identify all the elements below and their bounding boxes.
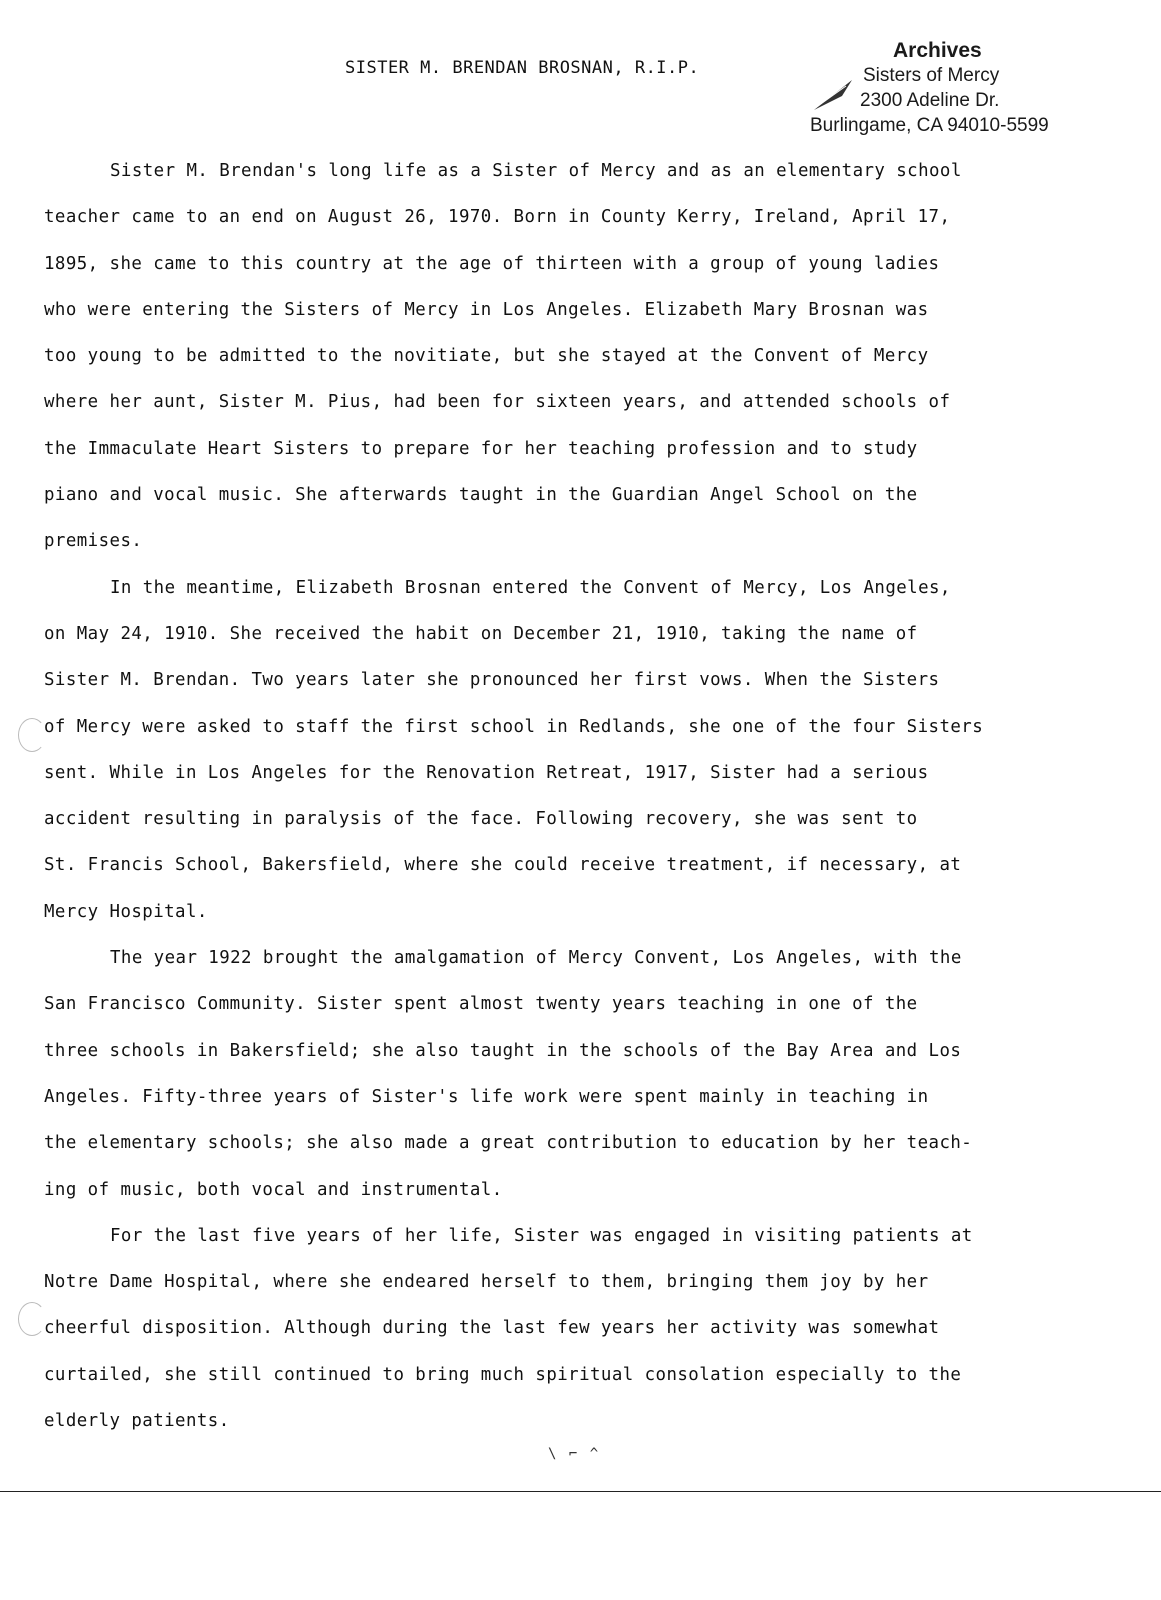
text-line: curtailed, she still continued to bring much spiritual consolation especially to the [44, 1364, 962, 1385]
text-line: the Immaculate Heart Sisters to prepare for her teaching profession and to study [44, 438, 918, 459]
text-line: The year 1922 brought the amalgamation of Mercy Convent, Los Angeles, with the [110, 948, 962, 969]
stamp-line-2: Sisters of Mercy [863, 65, 1000, 86]
text-line: Angeles. Fifty-three years of Sister's life work were spent mainly in teaching in [44, 1086, 929, 1107]
text-line: piano and vocal music. She afterwards taught in the Guardian Angel School on the [44, 485, 918, 506]
text-line: teacher came to an end on August 26, 1970. Born in County Kerry, Ireland, April 17, [44, 207, 951, 228]
text-line: cheerful disposition. Although during the last few years her activity was somewhat [44, 1318, 940, 1339]
text-line: premises. [44, 531, 143, 552]
stamp-line-4: Burlingame, CA 94010-5599 [810, 115, 1049, 136]
text-line: the elementary schools; she also made a great contribution to education by her teach- [44, 1133, 973, 1154]
text-line: where her aunt, Sister M. Pius, had been for sixteen years, and attended schools of [44, 392, 951, 413]
text-line: three schools in Bakersfield; she also taught in the schools of the Bay Area and Los [44, 1040, 962, 1061]
text-line: Notre Dame Hospital, where she endeared herself to them, bringing them joy by her [44, 1272, 929, 1293]
page-title: SISTER M. BRENDAN BROSNAN, R.I.P. [345, 58, 700, 78]
punch-hole-mark [18, 718, 46, 752]
text-line: on May 24, 1910. She received the habit on December 21, 1910, taking the name of [44, 623, 918, 644]
text-line: sent. While in Los Angeles for the Renovation Retreat, 1917, Sister had a serious [44, 762, 929, 783]
text-line: 1895, she came to this country at the age of thirteen with a group of young ladies [44, 253, 940, 274]
stamp-line-1: Archives [893, 39, 982, 62]
text-line: too young to be admitted to the novitiate, but she stayed at the Convent of Mercy [44, 346, 929, 367]
archives-stamp [810, 38, 1110, 138]
text-line: For the last five years of her life, Sister was engaged in visiting patients at [110, 1225, 973, 1246]
text-line: Mercy Hospital. [44, 901, 208, 922]
text-line: of Mercy were asked to staff the first school in Redlands, she one of the four Sisters [44, 716, 984, 737]
text-line: ing of music, both vocal and instrumental. [44, 1179, 503, 1200]
text-line: Sister M. Brendan. Two years later she pronounced her first vows. When the Sisters [44, 670, 940, 691]
text-line: elderly patients. [44, 1411, 230, 1432]
page-bottom-rule [0, 1491, 1161, 1492]
text-line: who were entering the Sisters of Mercy in Los Angeles. Elizabeth Mary Brosnan was [44, 299, 929, 320]
text-line: In the meantime, Elizabeth Brosnan entered the Convent of Mercy, Los Angeles, [110, 577, 951, 598]
text-line: St. Francis School, Bakersfield, where she could receive treatment, if necessary, at [44, 855, 962, 876]
punch-hole-mark [18, 1302, 46, 1336]
text-line: accident resulting in paralysis of the face. Following recovery, she was sent to [44, 809, 918, 830]
footer-mark: \ ⌐ ^ [548, 1446, 601, 1462]
document-body [44, 148, 1124, 1444]
text-line: Sister M. Brendan's long life as a Sister of Mercy and as an elementary school [110, 161, 962, 181]
text-line: San Francisco Community. Sister spent almost twenty years teaching in one of the [44, 994, 918, 1015]
stamp-line-3: 2300 Adeline Dr. [860, 90, 1000, 111]
